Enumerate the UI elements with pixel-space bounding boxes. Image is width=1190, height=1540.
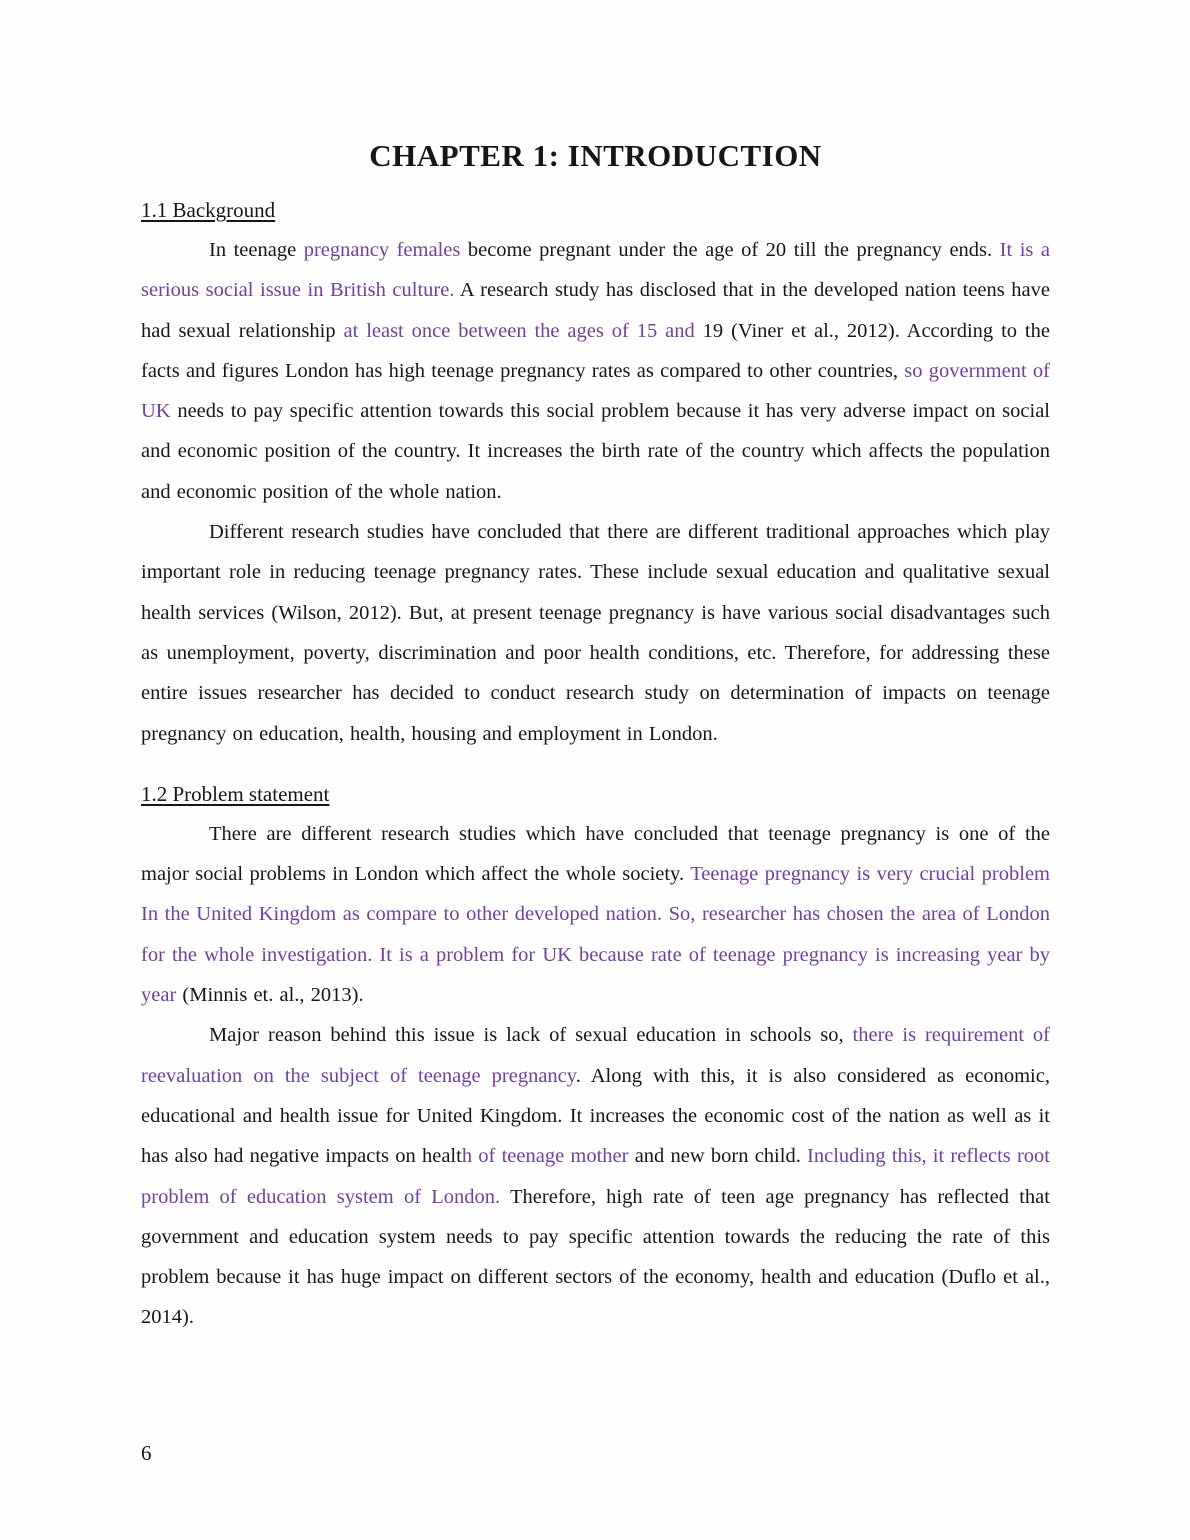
text-run: There are different research studies which have concluded that teenage pregnancy is one of the major social problems in London which affect the whole society. [141, 822, 1050, 886]
text-run: Therefore, high rate of teen age pregnancy has reflected that government and education system needs to pay specific attention towards the reducing the rate of this problem because it has huge impact on different sectors of the economy, health and education (Duflo et al., 2014). [141, 1185, 1050, 1329]
chapter-title: CHAPTER 1: INTRODUCTION [369, 138, 822, 173]
text-run: needs to pay specific attention towards this social problem because it has very adverse impact on social and economic position of the country. It increases the birth rate of the country which affects the population and economic position of the whole nation. [141, 400, 1050, 503]
section-1-2-problem-statement [141, 774, 1050, 1338]
highlighted-text-run: at least once between the ages of 15 and [343, 319, 695, 342]
text-run: In teenage [209, 239, 304, 261]
section-1-1-background [141, 190, 1050, 754]
highlighted-text-run: so government of UK [141, 359, 1050, 423]
highlighted-text-run: Including this, it reflects root problem of education system of London. [141, 1145, 1050, 1208]
paragraph [141, 814, 1050, 1015]
text-run: 19 (Viner et al., 2012). According to the facts and figures London has high teenage pregnancy rates as compared to other countries, [141, 319, 1050, 382]
text-run: become pregnant under the age of 20 till the pregnancy ends. [460, 239, 1000, 261]
paragraph [141, 230, 1050, 512]
highlighted-text-run: h of teenage mother [461, 1145, 629, 1168]
section-heading: 1.2 Problem statement [141, 781, 330, 806]
highlighted-text-run: It is a serious social issue in British culture. [141, 239, 1051, 302]
paragraph [141, 512, 1050, 754]
highlighted-text-run: pregnancy females [303, 239, 461, 261]
text-run: and new born child. [628, 1145, 808, 1168]
document-body [141, 190, 1050, 1338]
page-number: 6 [141, 1441, 152, 1465]
paragraph [141, 1015, 1050, 1337]
highlighted-text-run: there is requirement of reevaluation on the subject of teenage pregnancy [141, 1024, 1051, 1087]
text-run: Different research studies have concluded that there are different traditional approaches which play important role in reducing teenage pregnancy rates. These include sexual education and qualitative sexual health services (Wilson, 2012). But, at present teenage pregnancy is have various social disadvantages such as unemployment, poverty, discrimination and poor health conditions, etc. Therefore, for addressing these entire issues researcher has decided to conduct research study on determination of impacts on teenage pregnancy on education, health, housing and employment in London. [141, 521, 1050, 745]
text-run: A research study has disclosed that in the developed nation teens have had sexual relationship [141, 279, 1050, 342]
section-heading: 1.1 Background [141, 198, 276, 222]
text-run: . Along with this, it is also considered as economic, educational and health issue for United Kingdom. It increases the economic cost of the nation as well as it has also had negative impacts on healt [141, 1064, 1050, 1168]
highlighted-text-run: Teenage pregnancy is very crucial problem In the United Kingdom as compare to other developed nation. So, researcher has chosen the area of London for the whole investigation. It is a problem for UK because rate of teenage pregnancy is increasing year by year [141, 863, 1050, 1007]
text-run: (Minnis et. al., 2013). [176, 984, 364, 1007]
text-run: Major reason behind this issue is lack of sexual education in schools so, [209, 1024, 853, 1047]
document-content [141, 138, 1050, 1338]
